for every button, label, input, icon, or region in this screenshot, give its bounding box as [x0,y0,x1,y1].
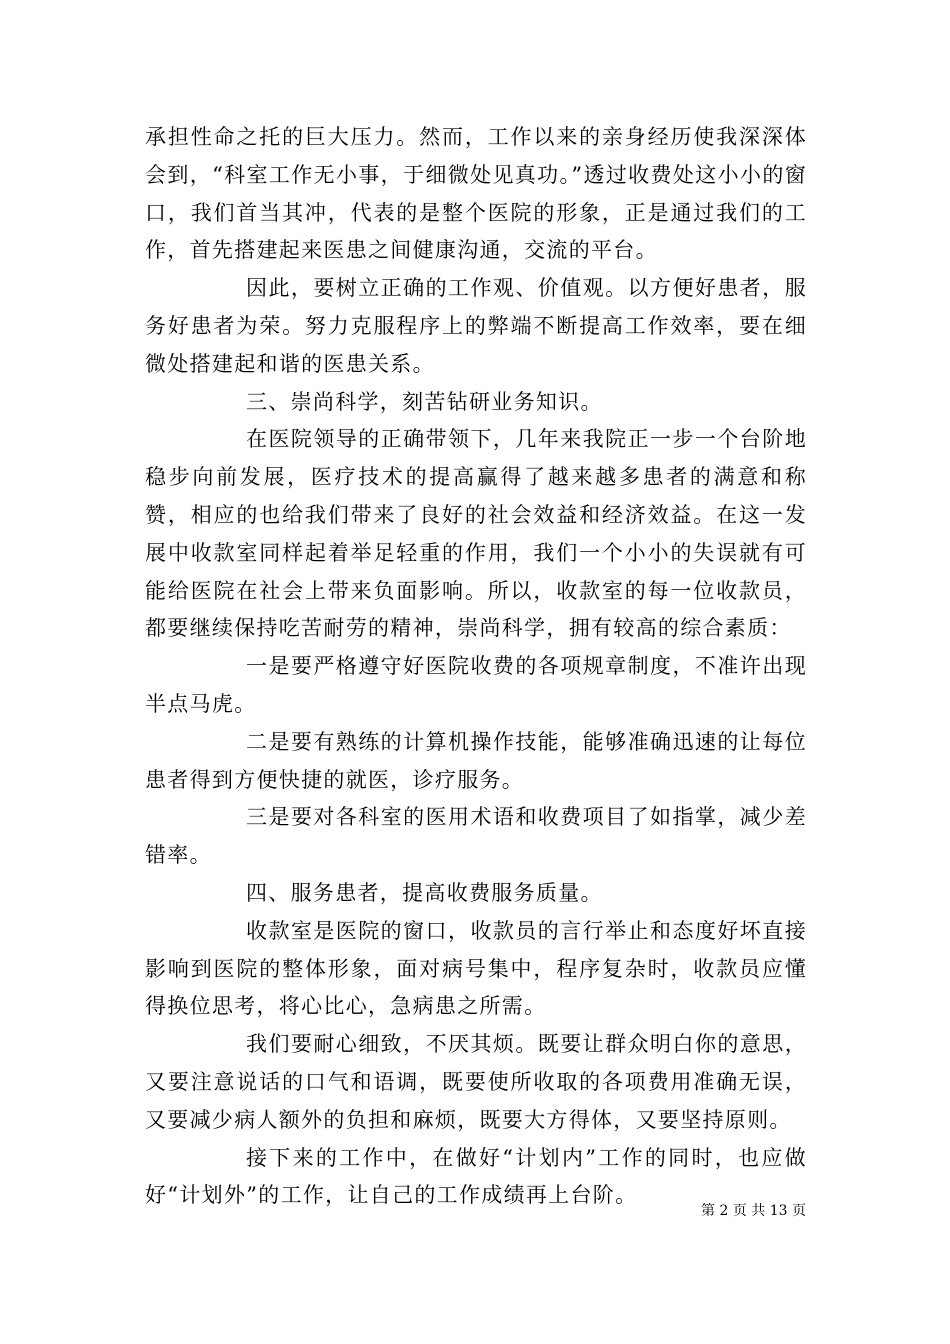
paragraph-11: 接下来的工作中，在做好“计划内”工作的同时，也应做好“计划外”的工作，让自己的工作成绩再上台阶。 [145,1145,807,1208]
paragraph-2: 因此，要树立正确的工作观、价值观。以方便好患者，服务好患者为荣。努力克服程序上的弊端不断提高工作效率，要在细微处搭建起和谐的医患关系。 [145,276,807,376]
paragraph-4: 在医院领导的正确带领下，几年来我院正一步一个台阶地稳步向前发展，医疗技术的提高赢得了越来越多患者的满意和称赞，相应的也给我们带来了良好的社会效益和经济效益。在这一发展中收款室同样起着举足轻重的作用，我们一个小小的失误就有可能给医院在社会上带来负面影响。所以，收款室的每一位收款员，都要继续保持吃苦耐劳的精神，崇尚科学，拥有较高的综合素质： [145,427,807,641]
page-number-label: 第 2 页 共 13 页 [701,1203,806,1219]
paragraph-9: 收款室是医院的窗口，收款员的言行举止和态度好坏直接影响到医院的整体形象，面对病号集中，程序复杂时，收款员应懂得换位思考，将心比心，急病患之所需。 [145,918,807,1019]
paragraph-10: 我们要耐心细致，不厌其烦。既要让群众明白你的意思，又要注意说话的口气和语调，既要使所收取的各项费用准确无误，又要减少病人额外的负担和麻烦，既要大方得体，又要坚持原则。 [145,1032,807,1132]
page-number-footer [700,1201,806,1221]
paragraph-7: 三是要对各科室的医用术语和收费项目了如指掌，减少差错率。 [145,805,807,868]
paragraph-6: 二是要有熟练的计算机操作技能，能够准确迅速的让每位患者得到方便快捷的就医，诊疗服务。 [145,729,807,792]
paragraph-1: 承担性命之托的巨大压力。然而，工作以来的亲身经历使我深深体会到，“科室工作无小事，于细微处见真功。”透过收费处这小小的窗口，我们首当其冲，代表的是整个医院的形象，正是通过我们的工作，首先搭建起来医患之间健康沟通，交流的平台。 [145,125,807,263]
document-body [145,119,807,1215]
paragraph-5: 一是要严格遵守好医院收费的各项规章制度，不准许出现半点马虎。 [145,654,807,716]
section-heading-4: 四、服务患者，提高收费服务质量。 [246,880,603,905]
section-heading-3: 三、崇尚科学，刻苦钻研业务知识。 [246,389,603,414]
